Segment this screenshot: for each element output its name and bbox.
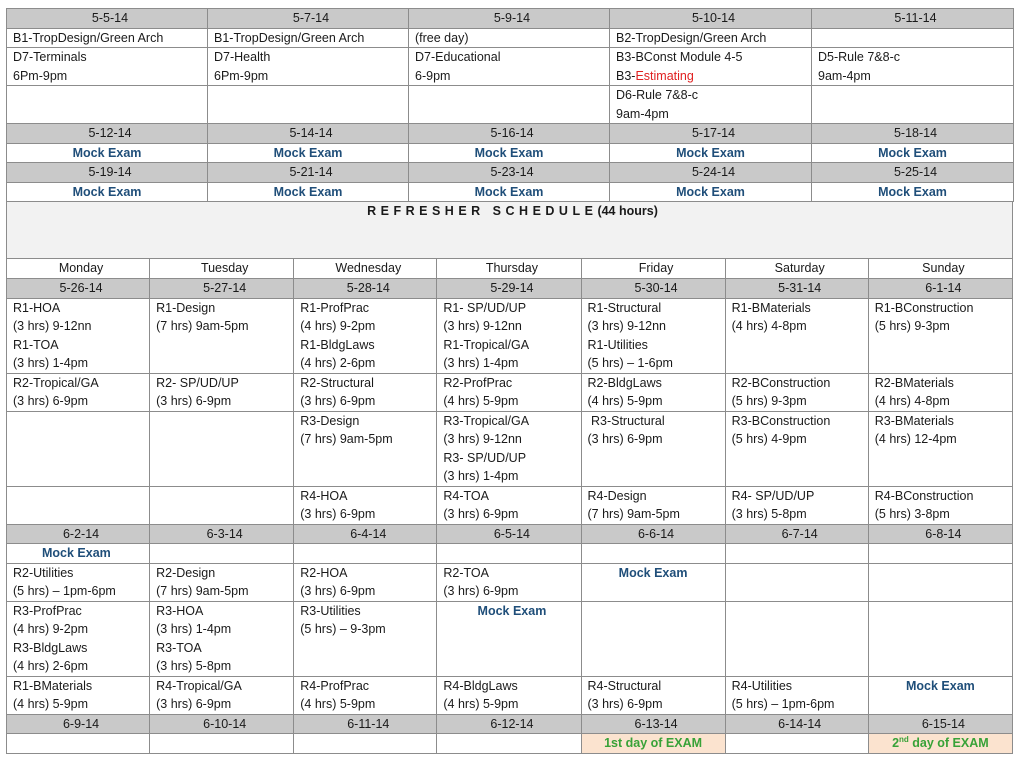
refresher-schedule-table	[6, 201, 1013, 754]
session-cell	[294, 734, 437, 754]
refresher-row	[7, 411, 1013, 486]
session-cell	[7, 86, 208, 124]
session-time: (3 hrs) 9-12nn	[13, 319, 92, 333]
session-time: (3 hrs) 6-9pm	[300, 394, 376, 408]
session-cell	[725, 734, 868, 754]
date-header-row	[7, 124, 1014, 144]
session-cell	[437, 676, 581, 714]
session-cell	[150, 676, 294, 714]
date-cell: 6-3-14	[150, 524, 294, 544]
session-cell	[150, 544, 294, 564]
session-title: D7-Terminals	[13, 50, 87, 64]
session-time: (3 hrs) 1-4pm	[13, 356, 89, 370]
exam-day-suffix: nd	[899, 734, 909, 744]
session-title: R2-HOA	[300, 565, 348, 580]
mock-exam-cell: Mock Exam	[409, 143, 610, 163]
session-cell	[7, 298, 150, 373]
session-time: (4 hrs) 2-6pm	[300, 356, 376, 370]
date-header-row	[7, 9, 1014, 29]
session-cell: B2-TropDesign/Green Arch	[610, 28, 812, 48]
session-cell	[725, 298, 868, 373]
date-cell: 5-16-14	[409, 124, 610, 144]
session-title: R4-ProfPrac	[300, 678, 370, 693]
session-title: R4-BldgLaws	[443, 678, 518, 693]
session-title: R3-Utilities	[300, 603, 361, 618]
session-title: R2-BMaterials	[874, 375, 954, 390]
session-title: D7-Health	[214, 50, 271, 64]
session-time: (5 hrs) – 1pm-6pm	[13, 584, 116, 598]
date-cell: 5-19-14	[7, 163, 208, 183]
session-cell: B1-TropDesign/Green Arch	[208, 28, 409, 48]
date-cell: 6-8-14	[868, 524, 1012, 544]
date-cell: 5-11-14	[812, 9, 1014, 29]
session-title: R3-Design	[300, 413, 360, 428]
session-title: R3-HOA	[156, 603, 204, 618]
date-cell: 5-27-14	[150, 279, 294, 299]
session-time: (5 hrs) 4-9pm	[731, 432, 807, 446]
title-main: REFRESHER SCHEDULE	[367, 204, 598, 218]
session-time: (3 hrs) 9-12nn	[443, 432, 522, 446]
session-title: R2-Tropical/GA	[13, 375, 99, 390]
session-cell	[725, 544, 868, 564]
session-time: (4 hrs) 5-9pm	[443, 394, 519, 408]
session-cell	[7, 676, 150, 714]
date-cell: 5-25-14	[812, 163, 1014, 183]
weekday-cell: Saturday	[725, 259, 868, 279]
session-time: 9am-4pm	[818, 68, 871, 83]
session-row	[7, 28, 1014, 48]
session-time: (3 hrs) 1-4pm	[443, 469, 519, 483]
session-cell	[868, 411, 1012, 486]
session-time: (4 hrs) 2-6pm	[13, 659, 89, 673]
date-cell: 5-28-14	[294, 279, 437, 299]
session-time: (3 hrs) 6-9pm	[156, 697, 232, 711]
session-time: (4 hrs) 4-8pm	[731, 319, 807, 333]
session-time: (7 hrs) 9am-5pm	[156, 319, 249, 333]
session-time: (4 hrs) 5-9pm	[300, 697, 376, 711]
session-row	[7, 86, 1014, 124]
weekday-cell: Wednesday	[294, 259, 437, 279]
exam-day-number: 2	[892, 736, 900, 750]
date-cell: 5-14-14	[208, 124, 409, 144]
session-cell	[610, 48, 812, 86]
session-cell	[7, 48, 208, 86]
session-time: (3 hrs) 1-4pm	[443, 356, 519, 370]
title-row	[7, 202, 1013, 259]
session-cell	[725, 676, 868, 714]
weekday-row	[7, 259, 1013, 279]
date-header-row	[7, 163, 1014, 183]
session-cell	[437, 563, 581, 601]
date-cell: 6-9-14	[7, 714, 150, 734]
session-cell	[725, 601, 868, 676]
exam-day-2	[868, 734, 1012, 754]
date-cell: 6-15-14	[868, 714, 1012, 734]
refresher-row	[7, 601, 1013, 676]
session-time: (3 hrs) 6-9pm	[587, 697, 663, 711]
session-title: R1-BConstruction	[874, 300, 974, 315]
session-cell	[868, 373, 1012, 411]
date-header-row	[7, 279, 1013, 299]
mock-exam-cell: Mock Exam	[7, 544, 150, 564]
session-time: 6Pm-9pm	[13, 68, 68, 83]
session-time: 9am-4pm	[616, 106, 669, 121]
session-time: (3 hrs) 5-8pm	[731, 507, 807, 521]
session-time: (5 hrs) 3-8pm	[874, 507, 950, 521]
session-title: R1-Structural	[587, 300, 662, 315]
session-title: R1-Utilities	[587, 337, 648, 352]
session-cell	[150, 563, 294, 601]
session-time: (7 hrs) 9am-5pm	[300, 432, 393, 446]
mock-exam-cell: Mock Exam	[610, 143, 812, 163]
session-time: (7 hrs) 9am-5pm	[156, 584, 249, 598]
session-cell	[294, 298, 437, 373]
session-cell	[208, 86, 409, 124]
date-cell: 5-31-14	[725, 279, 868, 299]
session-time: (5 hrs) 9-3pm	[874, 319, 950, 333]
refresher-row	[7, 298, 1013, 373]
session-cell	[581, 544, 725, 564]
date-cell: 5-18-14	[812, 124, 1014, 144]
date-cell: 5-29-14	[437, 279, 581, 299]
session-title: R2-Design	[156, 565, 216, 580]
session-title: B3-BConst Module 4-5	[616, 50, 743, 64]
session-title: R4-BConstruction	[874, 488, 974, 503]
date-header-row	[7, 714, 1013, 734]
session-cell	[868, 298, 1012, 373]
session-title: R2-Structural	[300, 375, 374, 390]
estimating-highlight: Estimating	[635, 68, 694, 83]
date-cell: 6-6-14	[581, 524, 725, 544]
weekday-cell: Monday	[7, 259, 150, 279]
date-header-row	[7, 524, 1013, 544]
session-cell	[437, 486, 581, 524]
mock-exam-cell: Mock Exam	[208, 143, 409, 163]
session-title: R3-Structural	[587, 413, 665, 428]
session-time: (3 hrs) 9-12nn	[443, 319, 522, 333]
session-cell	[437, 373, 581, 411]
date-cell: 5-24-14	[610, 163, 812, 183]
session-cell	[409, 48, 610, 86]
refresher-row	[7, 544, 1013, 564]
session-time: (4 hrs) 9-2pm	[13, 622, 89, 636]
session-cell	[581, 373, 725, 411]
session-title: R3-BMaterials	[874, 413, 954, 428]
weekday-cell: Thursday	[437, 259, 581, 279]
session-cell	[868, 601, 1012, 676]
mock-exam-cell: Mock Exam	[409, 182, 610, 202]
session-time: (3 hrs) 1-4pm	[156, 622, 232, 636]
refresher-row	[7, 563, 1013, 601]
session-title: R3-BConstruction	[731, 413, 831, 428]
session-time: (3 hrs) 6-9pm	[13, 394, 89, 408]
session-title: D6-Rule 7&8-c	[616, 88, 698, 102]
session-cell: (free day)	[409, 28, 610, 48]
session-cell	[7, 563, 150, 601]
session-cell: B1-TropDesign/Green Arch	[7, 28, 208, 48]
mock-exam-cell: Mock Exam	[812, 182, 1014, 202]
session-title: R1-HOA	[13, 300, 61, 315]
session-cell	[437, 544, 581, 564]
session-cell	[294, 373, 437, 411]
session-title: R3-Tropical/GA	[443, 413, 530, 428]
date-cell: 6-13-14	[581, 714, 725, 734]
session-title: R4-Structural	[587, 678, 662, 693]
session-time: (5 hrs) – 1pm-6pm	[731, 697, 835, 711]
session-cell	[725, 411, 868, 486]
session-cell	[7, 373, 150, 411]
date-cell: 5-23-14	[409, 163, 610, 183]
mock-exam-row	[7, 182, 1014, 202]
session-cell	[868, 486, 1012, 524]
session-title: R1-TOA	[13, 337, 59, 352]
session-cell	[150, 411, 294, 486]
session-cell	[150, 298, 294, 373]
exam-row	[7, 734, 1013, 754]
mock-exam-label: Mock Exam	[477, 603, 547, 618]
session-time: (7 hrs) 9am-5pm	[587, 507, 680, 521]
session-time: (5 hrs) – 9-3pm	[300, 622, 386, 636]
session-title: D5-Rule 7&8-c	[818, 50, 900, 64]
date-cell: 6-1-14	[868, 279, 1012, 299]
refresher-row	[7, 676, 1013, 714]
session-time: (3 hrs) 6-9pm	[300, 584, 376, 598]
pre-schedule-table	[6, 8, 1014, 202]
session-cell	[437, 601, 581, 676]
session-time: (4 hrs) 4-8pm	[874, 394, 950, 408]
mock-exam-cell: Mock Exam	[610, 182, 812, 202]
session-cell	[610, 86, 812, 124]
session-cell	[581, 411, 725, 486]
session-title: R4-Utilities	[731, 678, 793, 693]
weekday-cell: Tuesday	[150, 259, 294, 279]
date-cell: 5-17-14	[610, 124, 812, 144]
date-cell: 5-26-14	[7, 279, 150, 299]
mock-exam-row	[7, 143, 1014, 163]
title-hours: (44 hours)	[597, 204, 658, 218]
session-cell	[725, 373, 868, 411]
session-cell	[294, 563, 437, 601]
session-title: R2-BConstruction	[731, 375, 831, 390]
mock-exam-cell: Mock Exam	[208, 182, 409, 202]
session-cell	[812, 48, 1014, 86]
refresher-row	[7, 486, 1013, 524]
date-cell: 5-10-14	[610, 9, 812, 29]
session-title: R1-BMaterials	[13, 678, 93, 693]
session-cell	[150, 486, 294, 524]
session-title: D7-Educational	[415, 50, 501, 64]
date-cell: 5-5-14	[7, 9, 208, 29]
session-cell	[7, 486, 150, 524]
session-cell	[150, 734, 294, 754]
exam-day-1: 1st day of EXAM	[581, 734, 725, 754]
session-time: (3 hrs) 6-9pm	[300, 507, 376, 521]
session-title: R2-TOA	[443, 565, 489, 580]
session-cell	[868, 563, 1012, 601]
date-cell: 6-2-14	[7, 524, 150, 544]
schedule-document	[6, 8, 1013, 754]
session-title: R1-Tropical/GA	[443, 337, 530, 352]
session-title: R1- SP/UD/UP	[443, 300, 527, 315]
session-title	[616, 67, 811, 86]
session-cell	[812, 86, 1014, 124]
date-cell: 6-10-14	[150, 714, 294, 734]
session-cell	[437, 298, 581, 373]
session-title: R2- SP/UD/UP	[156, 375, 239, 390]
weekday-cell: Friday	[581, 259, 725, 279]
weekday-cell: Sunday	[868, 259, 1012, 279]
session-title: R2-Utilities	[13, 565, 74, 580]
date-cell: 6-14-14	[725, 714, 868, 734]
session-title: R4-Tropical/GA	[156, 678, 242, 693]
mock-exam-cell	[581, 563, 725, 601]
date-cell: 5-30-14	[581, 279, 725, 299]
session-cell	[437, 411, 581, 486]
session-cell	[581, 676, 725, 714]
session-cell	[150, 373, 294, 411]
session-cell	[7, 734, 150, 754]
session-title: R1-BMaterials	[731, 300, 811, 315]
session-time: (3 hrs) 9-12nn	[587, 319, 667, 333]
session-cell	[7, 411, 150, 486]
session-cell	[581, 486, 725, 524]
session-time: (4 hrs) 5-9pm	[587, 394, 663, 408]
session-time: (3 hrs) 6-9pm	[443, 507, 519, 521]
date-cell: 6-4-14	[294, 524, 437, 544]
session-cell	[581, 298, 725, 373]
session-time: (3 hrs) 5-8pm	[156, 659, 232, 673]
session-cell	[725, 486, 868, 524]
session-cell	[294, 601, 437, 676]
session-cell	[294, 676, 437, 714]
session-title: R3-TOA	[156, 640, 202, 655]
session-title: R3-BldgLaws	[13, 640, 88, 655]
session-cell	[868, 544, 1012, 564]
session-time: (3 hrs) 6-9pm	[156, 394, 232, 408]
session-time: (3 hrs) 6-9pm	[443, 584, 519, 598]
date-cell: 6-12-14	[437, 714, 581, 734]
session-title: R4-HOA	[300, 488, 348, 503]
session-cell	[812, 28, 1014, 48]
session-cell	[7, 601, 150, 676]
mock-exam-cell: Mock Exam	[7, 143, 208, 163]
session-time: (5 hrs) 9-3pm	[731, 394, 807, 408]
session-time: (3 hrs) 6-9pm	[587, 432, 663, 446]
session-title: R4-TOA	[443, 488, 489, 503]
session-time: 6-9pm	[415, 68, 451, 83]
session-title: R4-Design	[587, 488, 647, 503]
session-time: (4 hrs) 9-2pm	[300, 319, 376, 333]
session-row	[7, 48, 1014, 86]
session-cell	[409, 86, 610, 124]
exam-day-text: day of EXAM	[908, 736, 989, 750]
date-cell: 5-12-14	[7, 124, 208, 144]
date-cell: 6-11-14	[294, 714, 437, 734]
mock-exam-label: Mock Exam	[618, 565, 688, 580]
refresher-row	[7, 373, 1013, 411]
session-time: (5 hrs) – 1-6pm	[587, 356, 673, 370]
session-cell	[294, 544, 437, 564]
session-title: R1-BldgLaws	[300, 337, 375, 352]
session-cell	[294, 411, 437, 486]
session-title: R3-ProfPrac	[13, 603, 82, 618]
schedule-title	[7, 202, 1013, 259]
session-cell	[294, 486, 437, 524]
session-cell	[725, 563, 868, 601]
mock-exam-cell: Mock Exam	[812, 143, 1014, 163]
session-time: (4 hrs) 5-9pm	[443, 697, 519, 711]
session-time: 6Pm-9pm	[214, 68, 269, 83]
session-cell	[581, 601, 725, 676]
date-cell: 5-9-14	[409, 9, 610, 29]
session-title: R4- SP/UD/UP	[731, 488, 815, 503]
session-title: R3- SP/UD/UP	[443, 450, 527, 465]
date-cell: 6-5-14	[437, 524, 581, 544]
session-cell	[208, 48, 409, 86]
session-time: (4 hrs) 5-9pm	[13, 697, 89, 711]
mock-exam-cell: Mock Exam	[7, 182, 208, 202]
session-title: R2-BldgLaws	[587, 375, 662, 390]
date-cell: 5-21-14	[208, 163, 409, 183]
mock-exam-cell: Mock Exam	[868, 676, 1012, 714]
session-title: R1-ProfPrac	[300, 300, 370, 315]
session-title: R1-Design	[156, 300, 216, 315]
session-cell	[150, 601, 294, 676]
date-cell: 6-7-14	[725, 524, 868, 544]
session-cell	[437, 734, 581, 754]
session-time: (4 hrs) 12-4pm	[874, 432, 957, 446]
session-prefix: B3-	[616, 68, 636, 83]
session-title: R2-ProfPrac	[443, 375, 513, 390]
date-cell: 5-7-14	[208, 9, 409, 29]
